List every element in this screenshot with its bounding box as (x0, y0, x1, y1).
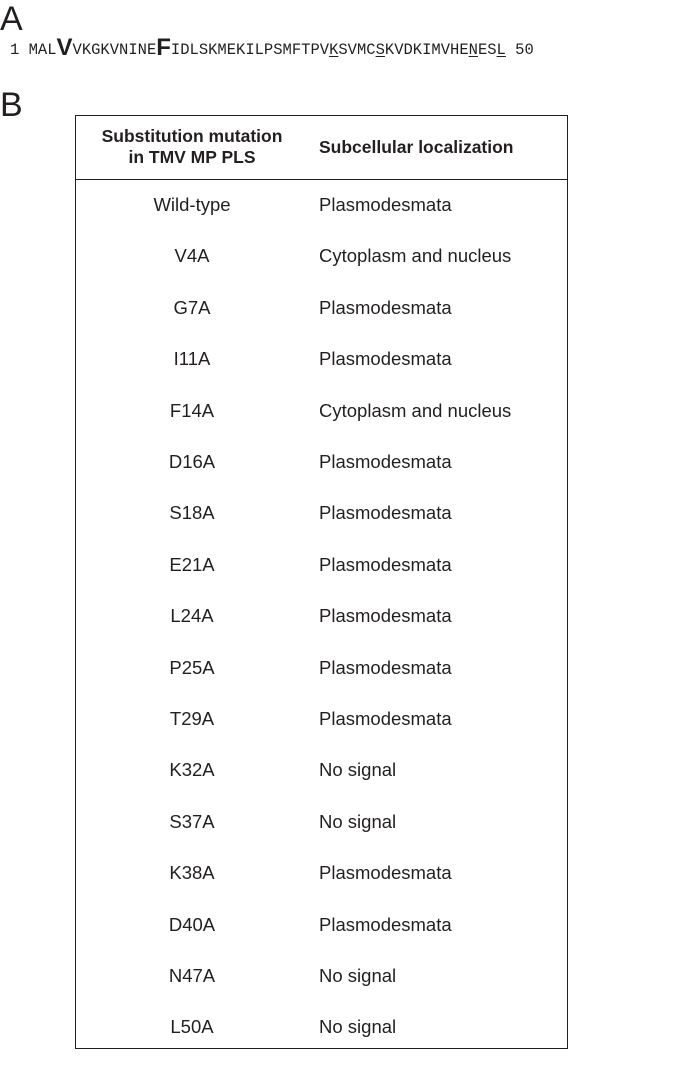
table-row (76, 1015, 567, 1066)
localization-cell: Plasmodesmata (319, 348, 452, 370)
localization-cell: Plasmodesmata (319, 708, 452, 729)
localization-cell: No signal (319, 810, 397, 832)
mutation-cell: K32A (169, 759, 215, 781)
sequence-segment: 50 (505, 41, 534, 59)
localization-cell: Plasmodesmata (319, 656, 452, 678)
mutation-cell: N47A (168, 965, 216, 986)
localization-cell: No signal (319, 965, 397, 986)
sequence-segment: ES (477, 41, 497, 59)
table-row (76, 193, 567, 244)
localization-cell: No signal (319, 759, 397, 781)
table-row (76, 399, 567, 450)
mutation-cell: L50A (170, 1016, 214, 1038)
localization-cell: Plasmodesmata (319, 862, 452, 884)
sequence-segment: F (156, 34, 171, 61)
mutation-cell: Wild-type (153, 194, 231, 215)
mutation-cell: K38A (169, 862, 215, 884)
sequence-segment: V (56, 34, 73, 61)
table-row (76, 553, 567, 604)
panel-label-b: B (0, 86, 23, 124)
table-row (76, 501, 567, 552)
localization-cell: Plasmodesmata (319, 502, 452, 524)
localization-cell: Plasmodesmata (319, 605, 452, 627)
mutation-cell: P25A (169, 656, 215, 678)
mutation-cell: D16A (168, 451, 216, 472)
panel-label-a: A (0, 0, 23, 38)
table-row (76, 707, 567, 758)
localization-cell: No signal (319, 1016, 397, 1038)
mutation-cell: E21A (169, 553, 215, 575)
sequence-segment: KVDKIMVHE (384, 41, 469, 59)
header-mutation-line1: Substitution mutation (101, 126, 283, 146)
mutation-cell: S37A (169, 810, 215, 832)
sequence-segment: S (375, 41, 385, 59)
header-localization: Subcellular localization (319, 137, 514, 157)
sequence-segment: IDLSKMEKILPSMFTPV (170, 41, 330, 59)
table-row (76, 656, 567, 707)
mutation-cell: G7A (173, 296, 211, 318)
table-row (76, 604, 567, 655)
header-mutation (76, 126, 308, 168)
sequence-segment: VKGKVNINE (72, 41, 157, 59)
table-row (76, 347, 567, 398)
table-row (76, 964, 567, 1015)
mutation-cell: T29A (169, 708, 215, 729)
sequence-segment: 1 MAL (10, 41, 57, 59)
mutation-table (75, 115, 568, 1049)
localization-cell: Plasmodesmata (319, 194, 452, 215)
sequence-segment: SVMC (338, 41, 376, 59)
localization-cell: Cytoplasm and nucleus (319, 245, 512, 267)
header-mutation-line2: in TMV MP PLS (128, 147, 256, 167)
table-row (76, 450, 567, 501)
table-row (76, 861, 567, 912)
table-row (76, 758, 567, 809)
sequence-segment: L (496, 41, 506, 59)
table-header (76, 116, 567, 180)
mutation-cell: S18A (169, 502, 215, 524)
table-row (76, 244, 567, 295)
table-row (76, 810, 567, 861)
sequence-segment: N (468, 41, 478, 59)
localization-cell: Plasmodesmata (319, 553, 452, 575)
localization-cell: Cytoplasm and nucleus (319, 399, 512, 421)
table-row (76, 296, 567, 347)
sequence-segment: K (329, 41, 339, 59)
mutation-cell: L24A (170, 605, 214, 627)
localization-cell: Plasmodesmata (319, 451, 452, 472)
mutation-cell: V4A (174, 245, 210, 267)
localization-cell: Plasmodesmata (319, 296, 452, 318)
mutation-cell: F14A (169, 399, 215, 421)
protein-sequence (10, 34, 534, 62)
mutation-cell: D40A (168, 913, 216, 935)
mutation-cell: I11A (173, 348, 211, 370)
table-row (76, 913, 567, 964)
localization-cell: Plasmodesmata (319, 913, 452, 935)
